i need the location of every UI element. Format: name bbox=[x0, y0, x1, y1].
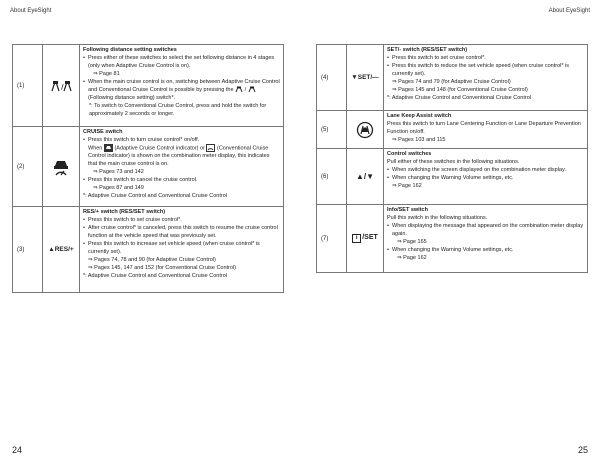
row-number: (4) bbox=[317, 45, 347, 111]
page-number-left: 24 bbox=[12, 445, 23, 455]
switch-title: SET/- switch (RES/SET switch) bbox=[387, 47, 468, 53]
body-text: Pull this switch in the following situations. bbox=[387, 215, 488, 221]
page-reference: ⇒ Pages 103 and 115 bbox=[387, 136, 584, 144]
bullet-text-part: When the main cruise control is on, switching between Adaptive Cruise Control and Conventional Cruise Control is possible by pressing the bbox=[88, 79, 280, 93]
switch-description bbox=[384, 205, 588, 273]
switch-title: Info/SET switch bbox=[387, 207, 428, 213]
footnote: *: Adaptive Cruise Control and Conventional Cruise Control bbox=[83, 273, 227, 279]
row-number: (1) bbox=[13, 45, 43, 127]
body-text: Pull either of these switches in the following situations. bbox=[387, 159, 520, 165]
info-set-icon bbox=[347, 205, 384, 273]
right-switch-table bbox=[316, 44, 588, 273]
table-row bbox=[13, 127, 284, 207]
page-reference: ⇒ Page 165 bbox=[387, 238, 584, 246]
text-part: (Conventional Cruise Control indicator) is shown on the combination meter display, this indicates that the main cruise control is on. bbox=[88, 145, 270, 168]
bullet-text: • Press this switch to cancel the cruise control. bbox=[83, 176, 280, 184]
switch-title: RES/+ switch (RES/SET switch) bbox=[83, 209, 166, 215]
switch-title: Following distance setting switches bbox=[83, 47, 177, 53]
running-header-right: About EyeSight bbox=[548, 8, 590, 14]
bullet-text: • Press this switch to set cruise control*. bbox=[83, 216, 280, 224]
res-plus-icon: ▲RES/+ bbox=[43, 207, 80, 293]
page-reference: ⇒ Page 162 bbox=[387, 254, 584, 262]
page-number-right: 25 bbox=[577, 445, 588, 455]
info-set-label: /SET bbox=[362, 234, 378, 241]
footnote: *: Adaptive Cruise Control and Conventional Cruise Control bbox=[83, 193, 227, 200]
text-part: When bbox=[88, 145, 103, 152]
switch-title: CRUISE switch bbox=[83, 129, 123, 135]
page-reference: ⇒ Page 162 bbox=[387, 182, 584, 190]
bullet-text: • After cruise control* is canceled, press this switch to resume the cruise control function at the vehicle speed that was previously set. bbox=[83, 224, 280, 240]
adaptive-cruise-indicator-icon bbox=[104, 144, 113, 152]
bullet-text-part: (Following distance setting) switch*. bbox=[88, 95, 176, 101]
svg-text:/: / bbox=[61, 82, 64, 91]
footnote: *: To switch to Conventional Cruise Control, press and hold the switch for approximately 2 seconds or longer. bbox=[89, 103, 267, 117]
row-number: (5) bbox=[317, 111, 347, 149]
table-row bbox=[13, 45, 284, 127]
up-down-arrows-icon: ▲/▼ bbox=[347, 149, 384, 205]
cruise-icon bbox=[43, 127, 80, 207]
switch-description bbox=[80, 207, 284, 293]
following-distance-icon bbox=[235, 86, 243, 93]
text-part: (Adaptive Cruise Control indicator) or bbox=[114, 145, 205, 152]
set-minus-icon: ▼SET/— bbox=[347, 45, 384, 111]
switch-title: Lane Keep Assist switch bbox=[387, 113, 452, 119]
page-reference: ⇒ Page 81 bbox=[83, 70, 280, 78]
page-reference: ⇒ Pages 87 and 149 bbox=[83, 184, 280, 192]
bullet-text: • Press this switch to reduce the set vehicle speed (when cruise control* is currently set). bbox=[387, 62, 584, 78]
bullet-text bbox=[83, 78, 280, 102]
table-row bbox=[317, 205, 588, 273]
conventional-cruise-indicator-icon bbox=[206, 144, 215, 152]
left-switch-table bbox=[12, 44, 284, 293]
info-box-icon: i bbox=[352, 234, 361, 243]
following-distance-icon bbox=[248, 86, 256, 93]
switch-description bbox=[80, 127, 284, 207]
table-row bbox=[317, 149, 588, 205]
switch-description bbox=[384, 111, 588, 149]
indicator-text bbox=[83, 144, 280, 168]
bullet-text: • When changing the Warning Volume settings, etc. bbox=[387, 174, 584, 182]
table-row bbox=[317, 45, 588, 111]
page-reference: ⇒ Pages 73 and 142 bbox=[83, 168, 280, 176]
bullet-text: • Press this switch to turn cruise control* on/off. bbox=[83, 136, 280, 144]
footnote: *: Adaptive Cruise Control and Conventional Cruise Control bbox=[387, 95, 531, 101]
page-reference: ⇒ Pages 145 and 148 (for Conventional Cruise Control) bbox=[387, 86, 584, 94]
switch-description bbox=[384, 149, 588, 205]
following-distance-icon bbox=[43, 45, 80, 127]
row-number: (6) bbox=[317, 149, 347, 205]
page-reference: ⇒ Pages 145, 147 and 152 (for Conventional Cruise Control) bbox=[83, 264, 280, 272]
bullet-text: • When displaying the message that appeared on the combination meter display again. bbox=[387, 222, 584, 238]
bullet-text: • Press this switch to increase set vehicle speed (when cruise control* is currently set). bbox=[83, 240, 280, 256]
separator: / bbox=[244, 87, 247, 93]
table-row bbox=[317, 111, 588, 149]
bullet-text: • When changing the Warning Volume settings, etc. bbox=[387, 246, 584, 254]
switch-description bbox=[384, 45, 588, 111]
row-number: (2) bbox=[13, 127, 43, 207]
lane-keep-icon bbox=[347, 111, 384, 149]
page-reference: ⇒ Pages 74, 78 and 90 (for Adaptive Cruise Control) bbox=[83, 256, 280, 264]
page-reference: ⇒ Pages 74 and 79 (for Adaptive Cruise Control) bbox=[387, 78, 584, 86]
bullet-text: • When switching the screen displayed on the combination meter display. bbox=[387, 166, 584, 174]
row-number: (7) bbox=[317, 205, 347, 273]
bullet-text: • Press this switch to set cruise control*. bbox=[387, 54, 584, 62]
table-row bbox=[13, 207, 284, 293]
body-text: Press this switch to turn Lane Centering Function or Lane Departure Prevention Function on/off. bbox=[387, 121, 581, 135]
row-number: (3) bbox=[13, 207, 43, 293]
running-header-left: About EyeSight bbox=[10, 8, 52, 14]
switch-description bbox=[80, 45, 284, 127]
bullet-text: • Press either of these switches to select the set following distance in 4 stages (only when Adaptive Cruise Control is on). bbox=[83, 54, 280, 70]
switch-title: Control switches bbox=[387, 151, 432, 157]
